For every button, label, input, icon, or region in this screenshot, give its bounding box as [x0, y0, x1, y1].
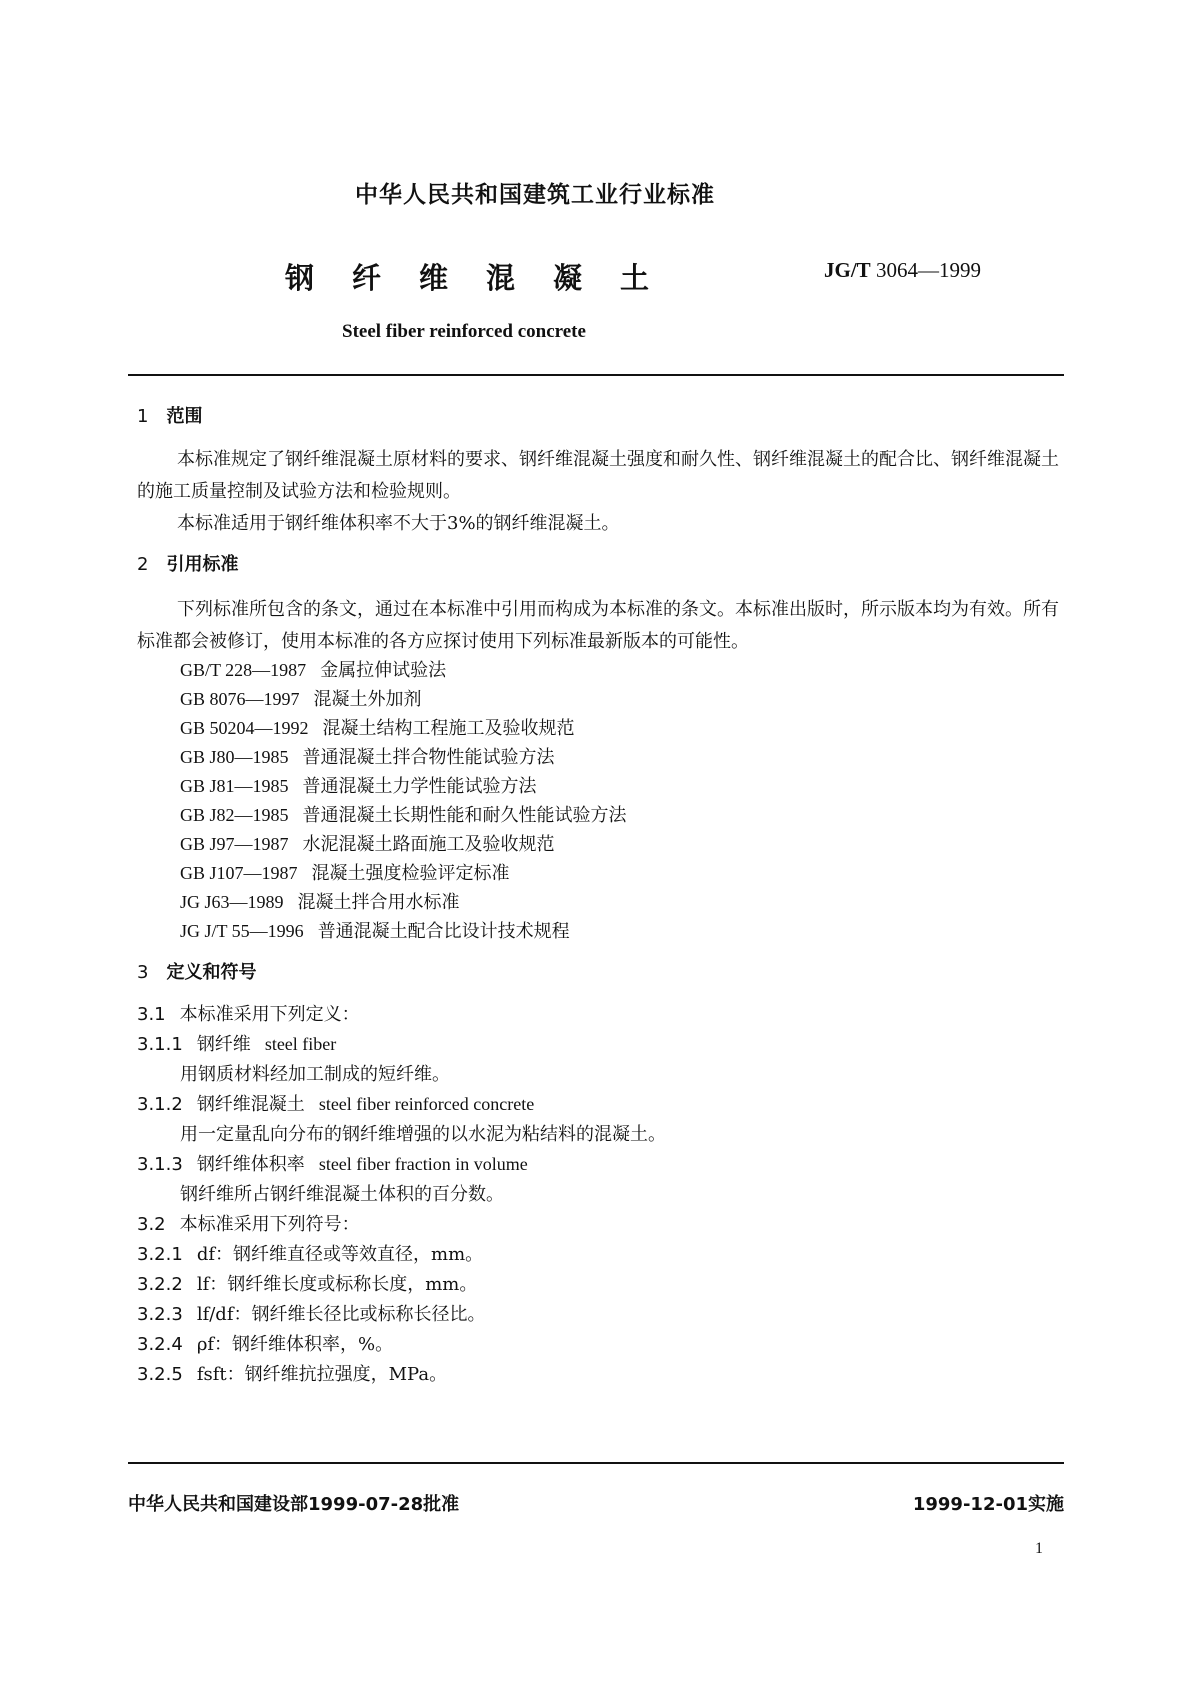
document-title-cn: 钢纤维混凝土 — [285, 261, 688, 295]
reference-name: 混凝土结构工程施工及验收规范 — [322, 718, 575, 739]
clause-3-1-3 — [137, 1150, 528, 1176]
section-title: 引用标准 — [166, 554, 239, 575]
clause-number: 3.1.2 — [137, 1094, 183, 1115]
clause-term-en: steel fiber fraction in volume — [318, 1154, 528, 1174]
reference-item — [180, 888, 460, 914]
reference-item — [180, 743, 555, 769]
code-number: 3064—1999 — [875, 258, 981, 282]
reference-item — [180, 685, 422, 711]
clause-3-2-4 — [137, 1330, 393, 1356]
approval-line: 中华人民共和国建设部1999-07-28批准 — [128, 1494, 460, 1515]
section-1-para-2: 本标准适用于钢纤维体积率不大于3%的钢纤维混凝土。 — [177, 513, 620, 534]
effective-date: 1999-12-01实施 — [912, 1494, 1064, 1515]
reference-name: 普通混凝土力学性能试验方法 — [302, 776, 537, 797]
clause-number: 3.2.5 — [137, 1364, 183, 1385]
clause-term: 钢纤维体积率 — [196, 1154, 305, 1175]
clause-text: lf/df：钢纤维长径比或标称长径比。 — [196, 1304, 486, 1325]
clause-3-2-2 — [137, 1270, 477, 1296]
document-code — [824, 258, 981, 283]
reference-name: 混凝土拌合用水标准 — [297, 892, 460, 913]
document-title-en: Steel fiber reinforced concrete — [342, 321, 586, 342]
reference-code: GB/T 228—1987 — [180, 660, 307, 680]
reference-code: GB J82—1985 — [180, 805, 289, 825]
reference-name: 混凝土强度检验评定标准 — [311, 863, 510, 884]
clause-text: ρf：钢纤维体积率，%。 — [196, 1334, 394, 1355]
clause-term: 钢纤维混凝土 — [196, 1094, 305, 1115]
clause-number: 3.2 — [137, 1214, 166, 1235]
reference-item — [180, 656, 446, 682]
clause-text: df：钢纤维直径或等效直径，mm。 — [196, 1244, 484, 1265]
clause-term-en: steel fiber — [264, 1034, 337, 1054]
section-number: 1 — [137, 406, 149, 427]
section-2-heading — [137, 550, 238, 576]
clause-term: 钢纤维 — [196, 1034, 251, 1055]
clause-text: lf：钢纤维长度或标称长度，mm。 — [196, 1274, 478, 1295]
reference-name: 普通混凝土拌合物性能试验方法 — [302, 747, 555, 768]
clause-definition: 用钢质材料经加工制成的短纤维。 — [180, 1064, 450, 1085]
clause-number: 3.1.3 — [137, 1154, 183, 1175]
reference-item — [180, 830, 555, 856]
reference-item — [180, 772, 537, 798]
clause-number: 3.2.2 — [137, 1274, 183, 1295]
reference-item — [180, 917, 570, 943]
reference-code: GB J97—1987 — [180, 834, 289, 854]
clause-number: 3.1.1 — [137, 1034, 183, 1055]
clause-3-1-1 — [137, 1030, 336, 1056]
clause-3-2 — [137, 1210, 360, 1236]
reference-name: 水泥混凝土路面施工及验收规范 — [302, 834, 555, 855]
section-1-heading — [137, 402, 202, 428]
reference-name: 普通混凝土长期性能和耐久性能试验方法 — [302, 805, 627, 826]
section-number: 3 — [137, 962, 149, 983]
reference-code: GB J80—1985 — [180, 747, 289, 767]
clause-3-2-1 — [137, 1240, 483, 1266]
section-number: 2 — [137, 554, 149, 575]
clause-number: 3.2.1 — [137, 1244, 183, 1265]
code-prefix: JG/T — [824, 258, 871, 282]
page-number: 1 — [1035, 1540, 1043, 1557]
clause-number: 3.1 — [137, 1004, 166, 1025]
section-3-heading — [137, 958, 256, 984]
header-rule — [128, 374, 1064, 376]
section-title: 定义和符号 — [166, 962, 257, 983]
reference-code: GB 8076—1997 — [180, 689, 300, 709]
clause-3-2-5 — [137, 1360, 447, 1386]
reference-code: GB J81—1985 — [180, 776, 289, 796]
clause-text: 本标准采用下列符号： — [179, 1214, 360, 1235]
reference-code: GB 50204—1992 — [180, 718, 309, 738]
section-title: 范围 — [166, 406, 203, 427]
section-1-para-1: 本标准规定了钢纤维混凝土原材料的要求、钢纤维混凝土强度和耐久性、钢纤维混凝土的配合比、钢纤维混凝土的施工质量控制及试验方法和检验规则。 — [137, 449, 1059, 502]
reference-code: GB J107—1987 — [180, 863, 298, 883]
reference-item — [180, 801, 627, 827]
clause-3-2-3 — [137, 1300, 485, 1326]
clause-number: 3.2.3 — [137, 1304, 183, 1325]
reference-name: 普通混凝土配合比设计技术规程 — [317, 921, 570, 942]
reference-name: 混凝土外加剂 — [313, 689, 422, 710]
clause-text: 本标准采用下列定义： — [179, 1004, 360, 1025]
reference-code: JG J/T 55—1996 — [180, 921, 304, 941]
standard-body: 中华人民共和国建筑工业行业标准 — [355, 182, 715, 208]
clause-definition: 用一定量乱向分布的钢纤维增强的以水泥为粘结料的混凝土。 — [180, 1124, 666, 1145]
reference-code: JG J63—1989 — [180, 892, 284, 912]
clause-text: fsft：钢纤维抗拉强度，MPa。 — [196, 1364, 448, 1385]
section-2-para-1: 下列标准所包含的条文，通过在本标准中引用而构成为本标准的条文。本标准出版时，所示版本均为有效。所有标准都会被修订，使用本标准的各方应探讨使用下列标准最新版本的可能性。 — [137, 599, 1059, 652]
reference-name: 金属拉伸试验法 — [320, 660, 447, 681]
clause-term-en: steel fiber reinforced concrete — [318, 1094, 535, 1114]
clause-definition: 钢纤维所占钢纤维混凝土体积的百分数。 — [180, 1184, 504, 1205]
clause-3-1 — [137, 1000, 360, 1026]
footer-rule — [128, 1462, 1064, 1464]
clause-number: 3.2.4 — [137, 1334, 183, 1355]
clause-3-1-2 — [137, 1090, 534, 1116]
reference-item — [180, 714, 575, 740]
reference-item — [180, 859, 510, 885]
